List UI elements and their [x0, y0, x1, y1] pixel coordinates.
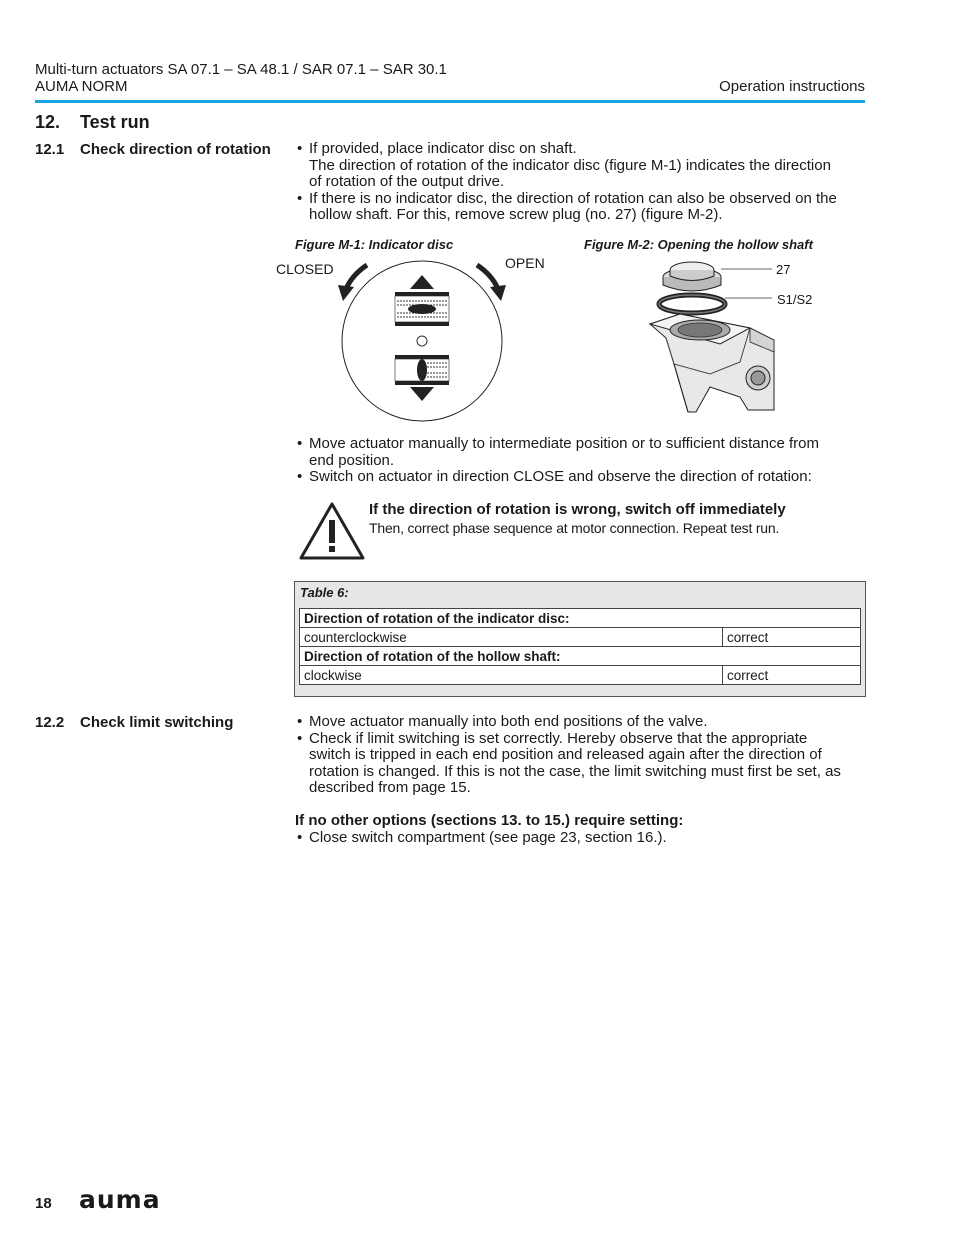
table-row	[300, 609, 861, 628]
section-number: 12.	[35, 112, 61, 132]
label-s1s2: S1/S2	[777, 292, 813, 307]
auma-logo: auma	[79, 1185, 161, 1214]
rotation-instructions	[295, 141, 865, 224]
list-item-cont: The direction of rotation of the indicator disc (figure M-1) indicates the direction	[309, 156, 831, 174]
label-27: 27	[776, 262, 791, 277]
table-header-cell: Direction of rotation of the hollow shaft:	[300, 647, 861, 666]
actuator-housing-icon	[650, 314, 774, 412]
limit-switching-instructions	[295, 714, 865, 797]
subsection-number: 12.2	[35, 714, 65, 731]
list-item-cont: end position.	[309, 451, 395, 469]
header-product-line: Multi-turn actuators SA 07.1 – SA 48.1 / SAR 07.1 – SAR 30.1	[35, 61, 447, 78]
warning-title: If the direction of rotation is wrong, switch off immediately	[369, 501, 786, 518]
list-item-cont: of rotation of the output drive.	[309, 173, 505, 190]
list-item: • Move actuator manually to intermediate position or to sufficient distance from	[295, 436, 865, 453]
section-title: Test run	[80, 112, 150, 132]
note-heading: If no other options (sections 13. to 15.) require setting:	[295, 812, 684, 829]
disc-center-mark	[417, 336, 427, 346]
open-label: OPEN	[505, 255, 545, 271]
header-divider	[35, 100, 865, 103]
list-item: • Check if limit switching is set correctly. Hereby observe that the appropriate	[295, 731, 865, 748]
indicator-disc-figure	[330, 255, 510, 425]
list-item-cont: rotation is changed. If this is not the case, the limit switching must first be set, as	[309, 762, 841, 780]
table-header-cell: Direction of rotation of the indicator disc:	[300, 609, 861, 628]
list-item: • Close switch compartment (see page 23, section 16.).	[295, 830, 865, 847]
table-cell: correct	[723, 666, 861, 685]
header-series: AUMA NORM	[35, 78, 128, 95]
closing-note	[295, 813, 865, 846]
list-item-cont: switch is tripped in each end position and released again after the direction of	[309, 746, 822, 763]
list-item-cont: hollow shaft. For this, remove screw plug (no. 27) (figure M-2).	[309, 206, 723, 223]
seal-ring-icon	[659, 295, 725, 313]
list-item-cont: described from page 15.	[309, 779, 471, 796]
closed-label: CLOSED	[276, 261, 334, 277]
table-cell: counterclockwise	[300, 628, 723, 647]
table-row	[300, 628, 861, 647]
table-row	[300, 647, 861, 666]
table-cell: clockwise	[300, 666, 723, 685]
list-item: • Move actuator manually into both end positions of the valve.	[295, 714, 865, 731]
subsection-title: Check limit switching	[80, 714, 234, 731]
warning-text: Then, correct phase sequence at motor connection. Repeat test run.	[369, 520, 780, 536]
page-number: 18	[35, 1195, 52, 1212]
figure-m2-caption: Figure M-2: Opening the hollow shaft	[584, 237, 813, 252]
table-cell: correct	[723, 628, 861, 647]
figure-m1-caption: Figure M-1: Indicator disc	[295, 237, 454, 252]
table-title: Table 6:	[300, 585, 349, 600]
table-row	[300, 666, 861, 685]
test-run-instructions	[295, 436, 865, 486]
subsection-number: 12.1	[35, 141, 65, 158]
hollow-shaft-figure	[640, 252, 780, 424]
warning-triangle-icon	[298, 501, 366, 561]
subsection-title: Check direction of rotation	[80, 141, 271, 158]
list-item: • Switch on actuator in direction CLOSE and observe the direction of rotation:	[295, 469, 865, 486]
screw-plug-icon	[663, 262, 721, 291]
header-doc-type: Operation instructions	[719, 78, 865, 95]
list-item: • If there is no indicator disc, the direction of rotation can also be observed on the	[295, 191, 865, 208]
list-item: • If provided, place indicator disc on shaft.	[295, 141, 865, 158]
table-6	[294, 581, 866, 697]
rotation-table	[299, 608, 861, 685]
